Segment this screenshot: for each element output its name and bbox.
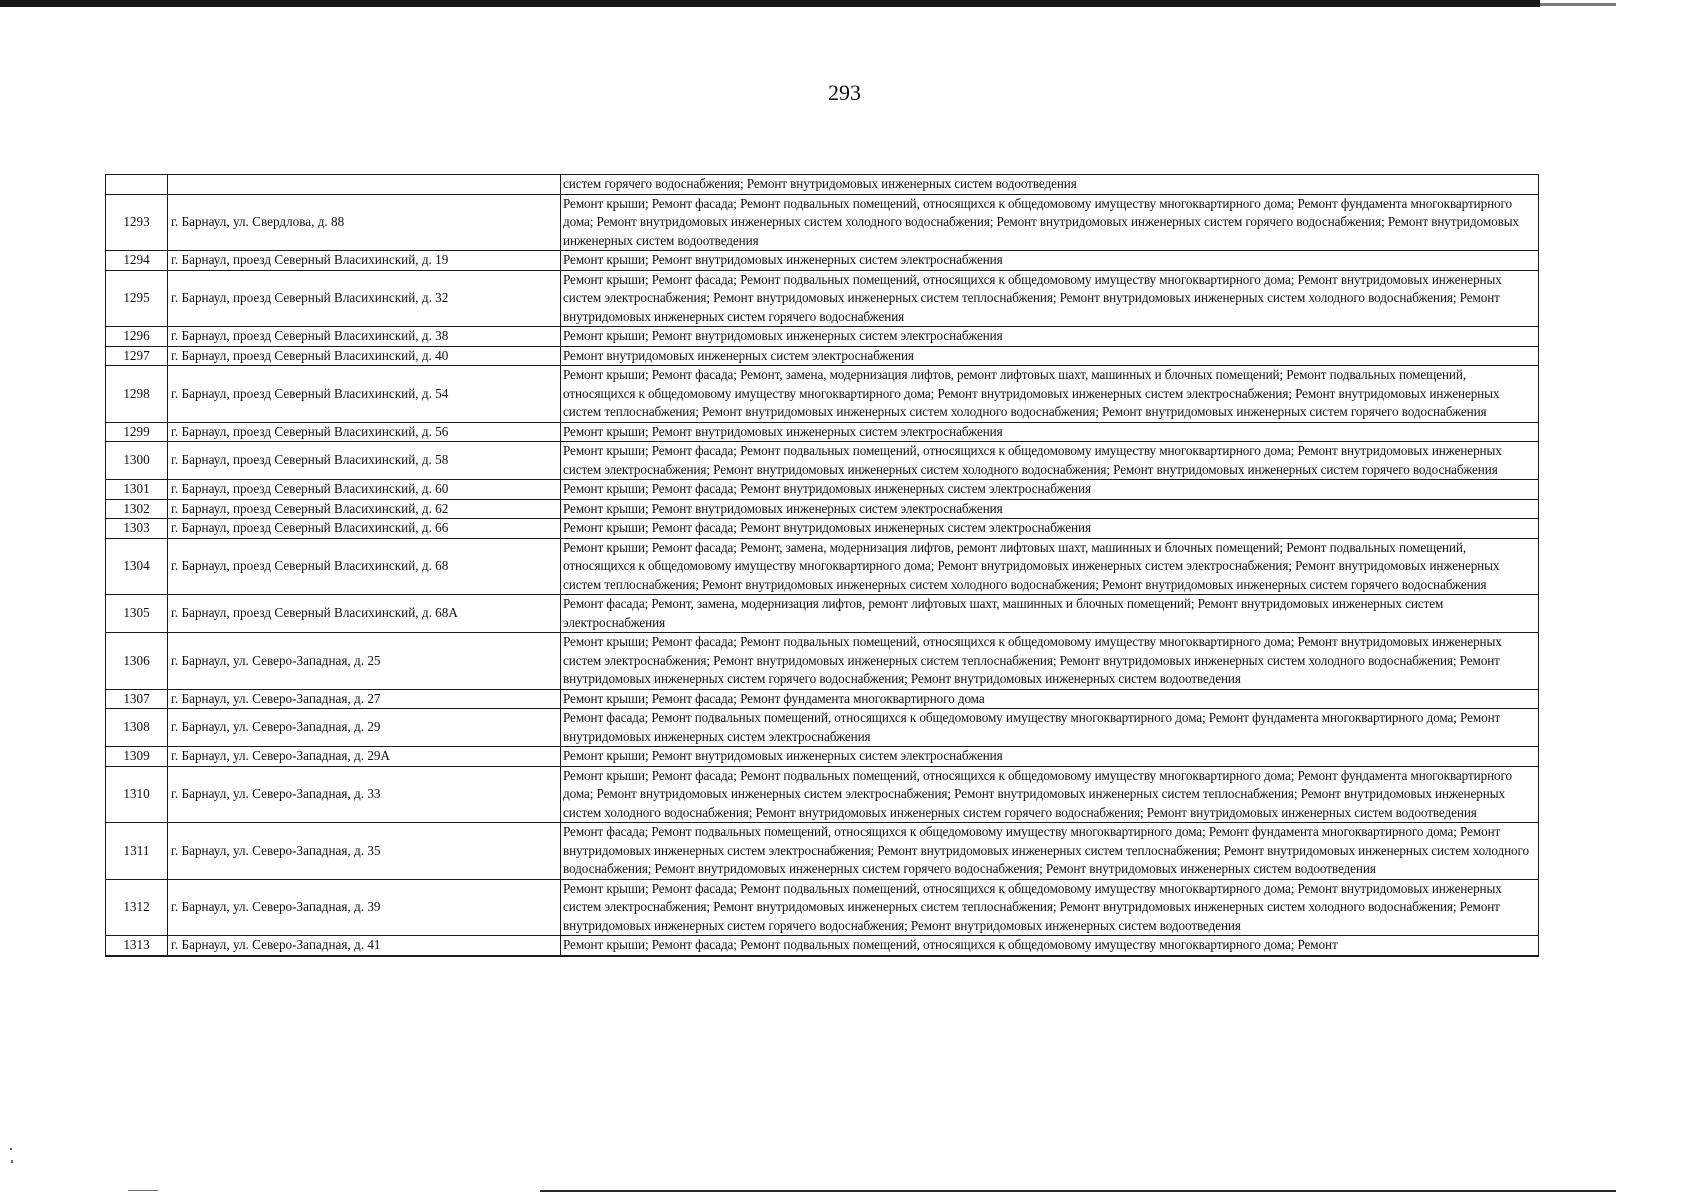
table-row (106, 689, 1539, 709)
scan-top-border-tail (1540, 3, 1616, 6)
works-table (105, 174, 1539, 957)
row-number: 1310 (106, 766, 168, 823)
table-row (106, 936, 1539, 956)
row-works: Ремонт крыши; Ремонт фасада; Ремонт подвальных помещений, относящихся к общедомовому имуществу многоквартирного дома; Ремонт внутридомовых инженерных систем электроснабжения; Ремонт внутридомовых инженерных систем теплоснабжения; Ремонт внутридомовых инженерных систем холодного водоснабжения; Ремонт внутридомовых инженерных систем горячего водоснабжения; Ремонт внутридомовых инженерных систем водоотведения (561, 633, 1539, 690)
row-works: Ремонт крыши; Ремонт фасада; Ремонт, замена, модернизация лифтов, ремонт лифтовых шахт, машинных и блочных помещений; Ремонт подвальных помещений, относящихся к общедомовому имуществу многоквартирного дома; Ремонт внутридомовых инженерных систем электроснабжения; Ремонт внутридомовых инженерных систем теплоснабжения; Ремонт внутридомовых инженерных систем холодного водоснабжения; Ремонт внутридомовых инженерных систем горячего водоснабжения (561, 366, 1539, 423)
row-works: Ремонт крыши; Ремонт внутридомовых инженерных систем электроснабжения (561, 747, 1539, 767)
row-number: 1299 (106, 422, 168, 442)
table-row (106, 499, 1539, 519)
row-number: 1305 (106, 595, 168, 633)
row-address: г. Барнаул, ул. Северо-Западная, д. 25 (168, 633, 561, 690)
row-works: Ремонт крыши; Ремонт фасада; Ремонт подвальных помещений, относящихся к общедомовому имуществу многоквартирного дома; Ремонт фундамента многоквартирного дома; Ремонт внутридомовых инженерных систем электроснабжения; Ремонт внутридомовых инженерных систем теплоснабжения; Ремонт внутридомовых инженерных систем холодного водоснабжения; Ремонт внутридомовых инженерных систем горячего водоснабжения; Ремонт внутридомовых инженерных систем водоотведения (561, 766, 1539, 823)
table-row (106, 346, 1539, 366)
row-number: 1308 (106, 709, 168, 747)
scan-line-fragment (128, 1190, 158, 1191)
row-address: г. Барнаул, ул. Свердлова, д. 88 (168, 194, 561, 251)
table-row (106, 175, 1539, 195)
row-works: Ремонт фасада; Ремонт подвальных помещений, относящихся к общедомовому имуществу многоквартирного дома; Ремонт фундамента многоквартирного дома; Ремонт внутридомовых инженерных систем электроснабжения; Ремонт внутридомовых инженерных систем теплоснабжения; Ремонт внутридомовых инженерных систем холодного водоснабжения; Ремонт внутридомовых инженерных систем горячего водоснабжения; Ремонт внутридомовых инженерных систем водоотведения (561, 823, 1539, 880)
row-number: 1304 (106, 538, 168, 595)
row-works: Ремонт крыши; Ремонт фасада; Ремонт подвальных помещений, относящихся к общедомовому имуществу многоквартирного дома; Ремонт (561, 936, 1539, 956)
table-row (106, 194, 1539, 251)
row-address: г. Барнаул, ул. Северо-Западная, д. 27 (168, 689, 561, 709)
page-number: 293 (828, 80, 861, 105)
row-works: Ремонт крыши; Ремонт фасада; Ремонт внутридомовых инженерных систем электроснабжения (561, 480, 1539, 500)
table-row (106, 766, 1539, 823)
row-number: 1297 (106, 346, 168, 366)
table-row (106, 519, 1539, 539)
table-row (106, 538, 1539, 595)
row-number: 1307 (106, 689, 168, 709)
row-address: г. Барнаул, проезд Северный Власихинский, д. 38 (168, 327, 561, 347)
table-row (106, 879, 1539, 936)
row-address: г. Барнаул, ул. Северо-Западная, д. 35 (168, 823, 561, 880)
row-number: 1301 (106, 480, 168, 500)
table-row (106, 747, 1539, 767)
table-row (106, 327, 1539, 347)
table-row (106, 823, 1539, 880)
row-number: 1309 (106, 747, 168, 767)
table-row (106, 422, 1539, 442)
table-row (106, 595, 1539, 633)
row-number: 1294 (106, 251, 168, 271)
row-works: Ремонт крыши; Ремонт внутридомовых инженерных систем электроснабжения (561, 251, 1539, 271)
scan-speck (10, 1148, 12, 1150)
row-address: г. Барнаул, проезд Северный Власихинский, д. 66 (168, 519, 561, 539)
row-number: 1312 (106, 879, 168, 936)
row-address: г. Барнаул, ул. Северо-Западная, д. 39 (168, 879, 561, 936)
row-address: г. Барнаул, проезд Северный Власихинский, д. 62 (168, 499, 561, 519)
row-address: г. Барнаул, проезд Северный Власихинский, д. 56 (168, 422, 561, 442)
row-address: г. Барнаул, ул. Северо-Западная, д. 29А (168, 747, 561, 767)
row-works: Ремонт фасада; Ремонт подвальных помещений, относящихся к общедомовому имуществу многоквартирного дома; Ремонт фундамента многоквартирного дома; Ремонт внутридомовых инженерных систем электроснабжения (561, 709, 1539, 747)
row-works: Ремонт крыши; Ремонт фасада; Ремонт подвальных помещений, относящихся к общедомовому имуществу многоквартирного дома; Ремонт внутридомовых инженерных систем электроснабжения; Ремонт внутридомовых инженерных систем холодного водоснабжения; Ремонт внутридомовых инженерных систем горячего водоснабжения (561, 442, 1539, 480)
row-works: Ремонт крыши; Ремонт фасада; Ремонт внутридомовых инженерных систем электроснабжения (561, 519, 1539, 539)
row-number: 1298 (106, 366, 168, 423)
row-works: систем горячего водоснабжения; Ремонт внутридомовых инженерных систем водоотведения (561, 175, 1539, 195)
table-row (106, 366, 1539, 423)
row-works: Ремонт крыши; Ремонт фасада; Ремонт подвальных помещений, относящихся к общедомовому имуществу многоквартирного дома; Ремонт внутридомовых инженерных систем электроснабжения; Ремонт внутридомовых инженерных систем теплоснабжения; Ремонт внутридомовых инженерных систем холодного водоснабжения; Ремонт внутридомовых инженерных систем горячего водоснабжения; Ремонт внутридомовых инженерных систем водоотведения (561, 879, 1539, 936)
row-works: Ремонт крыши; Ремонт фасада; Ремонт подвальных помещений, относящихся к общедомовому имуществу многоквартирного дома; Ремонт фундамента многоквартирного дома; Ремонт внутридомовых инженерных систем холодного водоснабжения; Ремонт внутридомовых инженерных систем горячего водоснабжения; Ремонт внутридомовых инженерных систем водоотведения (561, 194, 1539, 251)
row-address: г. Барнаул, проезд Северный Власихинский, д. 19 (168, 251, 561, 271)
row-address: г. Барнаул, проезд Северный Власихинский, д. 40 (168, 346, 561, 366)
row-number: 1296 (106, 327, 168, 347)
works-table-body (106, 175, 1539, 956)
table-row (106, 633, 1539, 690)
row-number (106, 175, 168, 195)
row-address: г. Барнаул, проезд Северный Власихинский, д. 68 (168, 538, 561, 595)
scan-bottom-border (540, 1190, 1616, 1192)
row-number: 1302 (106, 499, 168, 519)
scan-speck (11, 1160, 13, 1163)
table-row (106, 270, 1539, 327)
row-works: Ремонт крыши; Ремонт внутридомовых инженерных систем электроснабжения (561, 327, 1539, 347)
row-number: 1313 (106, 936, 168, 956)
row-address: г. Барнаул, ул. Северо-Западная, д. 41 (168, 936, 561, 956)
row-number: 1293 (106, 194, 168, 251)
row-address (168, 175, 561, 195)
row-works: Ремонт внутридомовых инженерных систем электроснабжения (561, 346, 1539, 366)
row-number: 1295 (106, 270, 168, 327)
table-row (106, 251, 1539, 271)
row-address: г. Барнаул, проезд Северный Власихинский, д. 32 (168, 270, 561, 327)
row-works: Ремонт крыши; Ремонт фасада; Ремонт фундамента многоквартирного дома (561, 689, 1539, 709)
row-number: 1303 (106, 519, 168, 539)
row-works: Ремонт крыши; Ремонт фасада; Ремонт, замена, модернизация лифтов, ремонт лифтовых шахт, машинных и блочных помещений; Ремонт подвальных помещений, относящихся к общедомовому имуществу многоквартирного дома; Ремонт внутридомовых инженерных систем электроснабжения; Ремонт внутридомовых инженерных систем теплоснабжения; Ремонт внутридомовых инженерных систем холодного водоснабжения; Ремонт внутридомовых инженерных систем горячего водоснабжения (561, 538, 1539, 595)
row-works: Ремонт крыши; Ремонт внутридомовых инженерных систем электроснабжения (561, 499, 1539, 519)
row-number: 1300 (106, 442, 168, 480)
row-address: г. Барнаул, проезд Северный Власихинский, д. 68А (168, 595, 561, 633)
row-number: 1311 (106, 823, 168, 880)
row-works: Ремонт крыши; Ремонт фасада; Ремонт подвальных помещений, относящихся к общедомовому имуществу многоквартирного дома; Ремонт внутридомовых инженерных систем электроснабжения; Ремонт внутридомовых инженерных систем теплоснабжения; Ремонт внутридомовых инженерных систем холодного водоснабжения; Ремонт внутридомовых инженерных систем горячего водоснабжения (561, 270, 1539, 327)
row-address: г. Барнаул, проезд Северный Власихинский, д. 60 (168, 480, 561, 500)
row-address: г. Барнаул, ул. Северо-Западная, д. 29 (168, 709, 561, 747)
table-row (106, 709, 1539, 747)
table-row (106, 480, 1539, 500)
table-row (106, 442, 1539, 480)
scan-top-border (0, 0, 1540, 7)
row-works: Ремонт фасада; Ремонт, замена, модернизация лифтов, ремонт лифтовых шахт, машинных и блочных помещений; Ремонт внутридомовых инженерных систем электроснабжения (561, 595, 1539, 633)
row-address: г. Барнаул, проезд Северный Власихинский, д. 58 (168, 442, 561, 480)
row-works: Ремонт крыши; Ремонт внутридомовых инженерных систем электроснабжения (561, 422, 1539, 442)
row-number: 1306 (106, 633, 168, 690)
row-address: г. Барнаул, ул. Северо-Западная, д. 33 (168, 766, 561, 823)
row-address: г. Барнаул, проезд Северный Власихинский, д. 54 (168, 366, 561, 423)
